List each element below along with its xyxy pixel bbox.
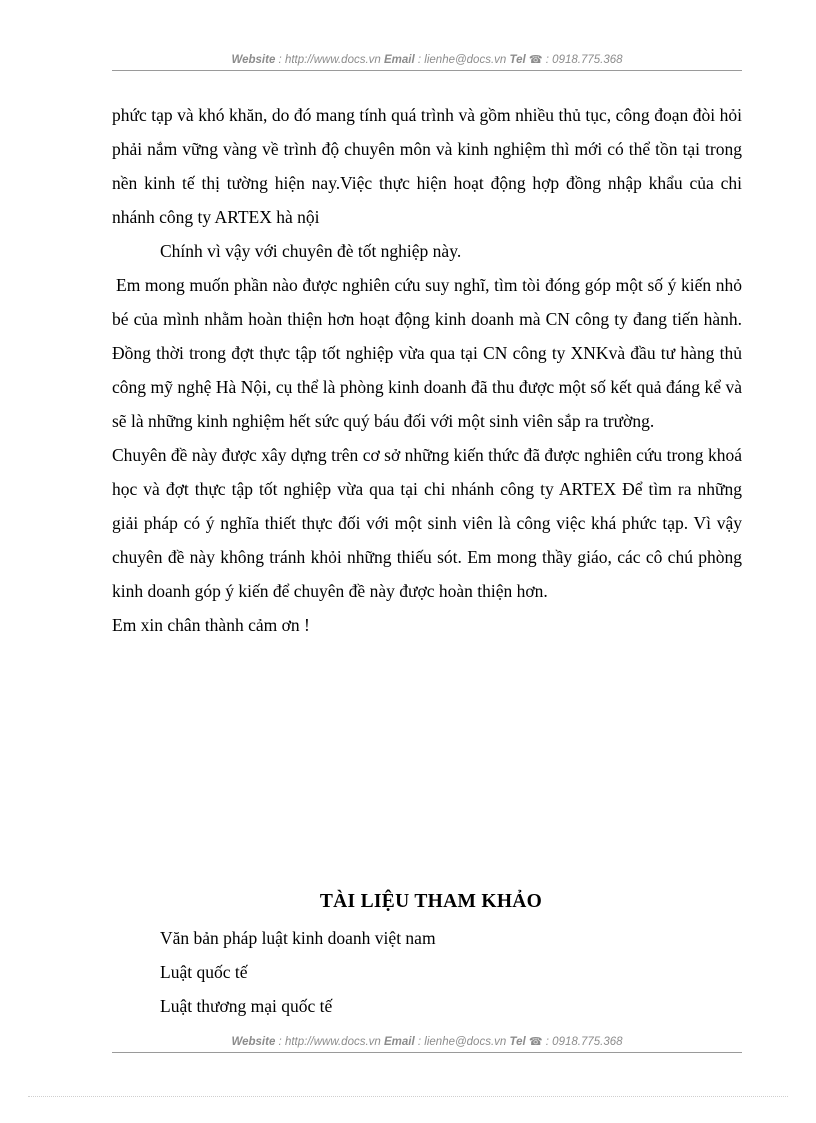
footer-website-value: : http://www.docs.vn xyxy=(275,1036,385,1048)
footer-website-label: Website xyxy=(231,1036,276,1048)
page-footer xyxy=(112,1035,742,1053)
page-header xyxy=(112,53,742,71)
references-list xyxy=(112,921,742,1023)
page-bottom-divider xyxy=(28,1096,788,1097)
header-website-value: : http://www.docs.vn xyxy=(275,54,385,66)
references-title: TÀI LIỆU THAM KHẢO xyxy=(319,891,543,912)
paragraph-3: Em mong muốn phần nào được nghiên cứu suy nghĩ, tìm tòi đóng góp một số ý kiến nhỏ bé của mình nhằm hoàn thiện hơn hoạt động kinh doanh mà CN công ty đang tiến hành. Đồng thời trong đợt thực tập tốt nghiệp vừa qua tại CN công ty XNKvà đầu tư hàng thủ công mỹ nghệ Hà Nội, cụ thể là phòng kinh doanh đã thu được một số kết quả đáng kể và sẽ là những kinh nghiệm hết sức quý báu đối với một sinh viên sắp ra trường. xyxy=(112,275,742,431)
references-section xyxy=(112,885,742,1023)
paragraph-4: Chuyên đề này được xây dựng trên cơ sở những kiến thức đã được nghiên cứu trong khoá học và đợt thực tập tốt nghiệp vừa qua tại chi nhánh công ty ARTEX Để tìm ra những giải pháp có ý nghĩa thiết thực đối với một sinh viên là công việc khá phức tạp. Vì vậy chuyên đề này không tránh khỏi những thiếu sót. Em mong thầy giáo, các cô chú phòng kinh doanh góp ý kiến để chuyên đề này được hoàn thiện hơn. xyxy=(112,445,742,601)
header-email-label: Email xyxy=(384,54,415,66)
paragraph-2: Chính vì vậy với chuyên đè tốt nghiệp này. xyxy=(160,241,462,261)
header-website-label: Website xyxy=(231,54,276,66)
footer-tel-value: : 0918.775.368 xyxy=(542,1036,623,1048)
phone-icon: ☎ xyxy=(528,54,543,66)
paragraph-5: Em xin chân thành cảm ơn ! xyxy=(112,615,310,635)
header-tel-label: Tel xyxy=(509,54,526,66)
footer-tel-label: Tel xyxy=(509,1036,526,1048)
phone-icon: ☎ xyxy=(528,1036,543,1048)
footer-email-label: Email xyxy=(384,1036,415,1048)
paragraph-1: phức tạp và khó khăn, do đó mang tính quá trình và gồm nhiều thủ tục, công đoạn đòi hỏi phải nắm vững vàng về trình độ chuyên môn và kinh nghiệm thì mới có thể tồn tại trong nền kinh tế thị tường hiện nay.Việc thực hiện hoạt động hợp đồng nhập khẩu của chi nhánh công ty ARTEX hà nội xyxy=(112,105,742,227)
reference-item: Luật quốc tế xyxy=(160,962,248,982)
header-email-value: : lienhe@docs.vn xyxy=(414,54,510,66)
document-body xyxy=(112,98,742,642)
reference-item: Luật thương mại quốc tế xyxy=(160,996,333,1016)
header-tel-value: : 0918.775.368 xyxy=(542,54,623,66)
footer-email-value: : lienhe@docs.vn xyxy=(414,1036,510,1048)
reference-item: Văn bản pháp luật kinh doanh việt nam xyxy=(160,928,436,948)
